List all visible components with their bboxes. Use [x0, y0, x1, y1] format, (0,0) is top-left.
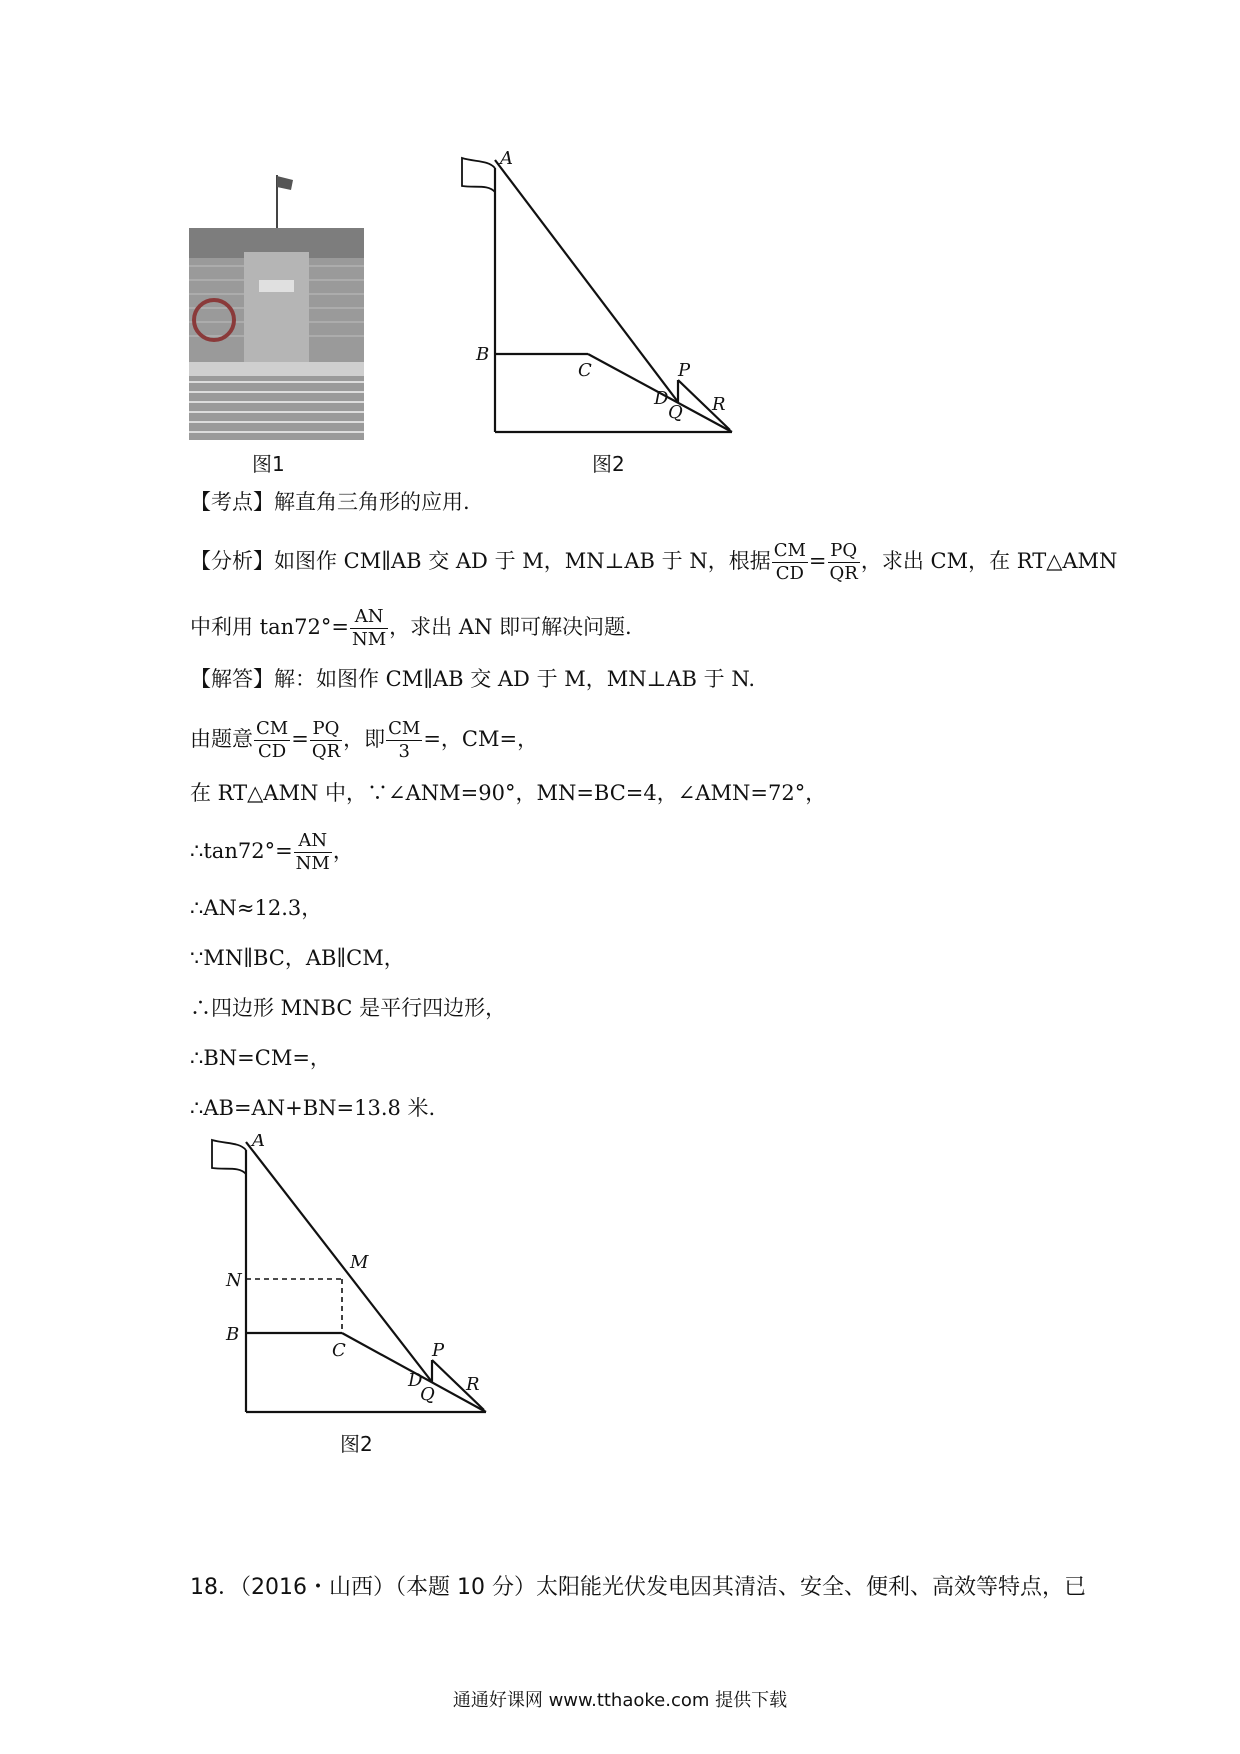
jieda-line7: ∴四边形 MNBC 是平行四边形， — [190, 996, 507, 1020]
jieda-line9: ∴AB=AN+BN=13.8 米. — [190, 1096, 436, 1120]
figure3-diagram — [196, 1134, 496, 1419]
label-Q: Q — [420, 1384, 435, 1405]
label-N: N — [226, 1270, 242, 1291]
label-R: R — [712, 394, 726, 415]
label-P: P — [678, 360, 691, 381]
label-Q: Q — [668, 402, 683, 423]
flag-shape — [212, 1140, 246, 1174]
fenxi-suffix: ，求出 CM，在 RT△AMN — [860, 549, 1118, 573]
question-18-text: 18．（2016・山西）（本题 10 分）太阳能光伏发电因其清洁、安全、便利、高效等特点，已 — [190, 1575, 1086, 1600]
label-P: P — [432, 1340, 445, 1361]
flag-shape — [462, 158, 495, 192]
label-A: A — [500, 148, 513, 169]
jieda-line1: 【解答】解：如图作 CM∥AB 交 AD 于 M，MN⊥AB 于 N. — [190, 667, 756, 691]
figure3-caption: 图2 — [340, 1432, 373, 1456]
jieda-line6: ∵MN∥BC，AB∥CM， — [190, 946, 405, 970]
kaodian-line: 【考点】解直角三角形的应用. — [190, 490, 470, 514]
fenxi-prefix: 【分析】如图作 CM∥AB 交 AD 于 M，MN⊥AB 于 N，根据 — [190, 549, 771, 573]
label-C: C — [332, 1340, 346, 1361]
label-C: C — [578, 360, 592, 381]
jieda-line5: ∴AN≈12.3， — [190, 896, 323, 920]
jieda-line2: 由题意 $\frac{CM}{CD}$ = $\frac{PQ}{QR}$ ，即 $\frac{CM}{3}$ =，CM=， — [190, 718, 539, 762]
label-B: B — [226, 1324, 240, 1345]
fenxi-line2: 中利用 tan72°= $\frac{AN}{NM}$ ，求出 AN 即可解决问题. — [190, 606, 632, 650]
label-D: D — [654, 388, 669, 409]
jieda-line8: ∴BN=CM=， — [190, 1046, 331, 1070]
label-D: D — [408, 1370, 423, 1391]
jieda-line4: ∴tan72°= $\frac{AN}{NM}$ ， — [190, 830, 354, 874]
figure1-caption: 图1 — [252, 452, 285, 476]
fraction-an-nm: $\frac{AN}{NM}$ — [351, 606, 387, 650]
figure2-caption: 图2 — [592, 452, 625, 476]
label-R: R — [466, 1374, 480, 1395]
flag-plaza-photo-image — [189, 170, 364, 440]
figure2-diagram — [440, 148, 740, 438]
figure1-photo — [189, 170, 364, 440]
label-A: A — [252, 1134, 265, 1151]
fenxi-line1: 【分析】如图作 CM∥AB 交 AD 于 M，MN⊥AB 于 N，根据 $\frac{CM}{CD}$ = $\frac{PQ}{QR}$ ，求出 CM，在 RT△AMN — [190, 540, 1118, 584]
fraction-cm-cd: $\frac{CM}{CD}$ — [773, 540, 806, 584]
jieda-line3: 在 RT△AMN 中，∵∠ANM=90°，MN=BC=4，∠AMN=72°， — [190, 781, 827, 805]
label-M: M — [350, 1252, 369, 1273]
footer-text: 通通好课网 www.tthaoke.com 提供下载 — [452, 1690, 788, 1711]
label-B: B — [476, 344, 490, 365]
fraction-pq-qr: $\frac{PQ}{QR}$ — [829, 540, 858, 584]
